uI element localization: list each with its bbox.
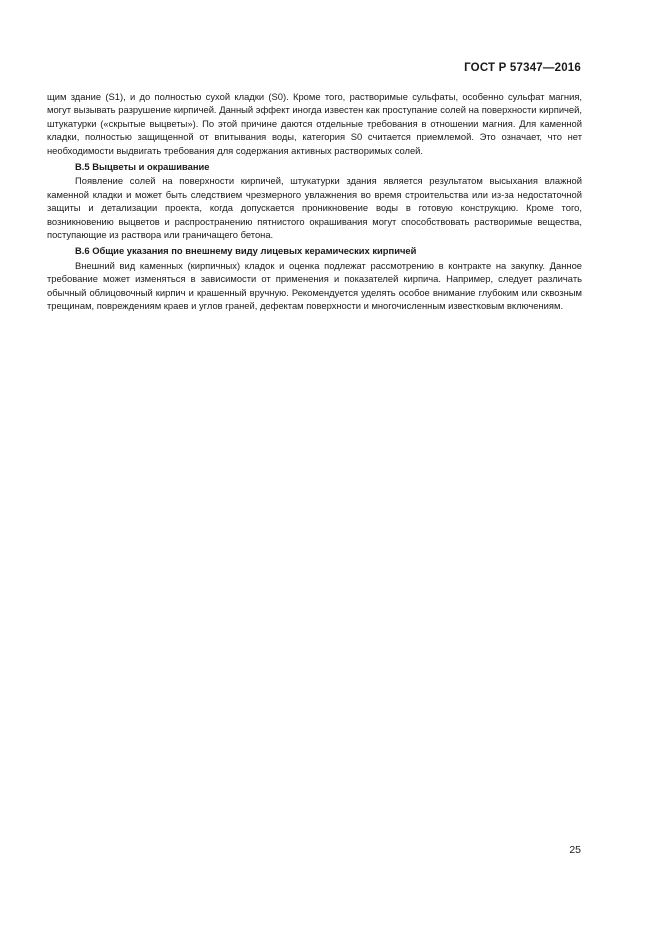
section-heading-b6: В.6 Общие указания по внешнему виду лицевых керамических кирпичей <box>75 245 417 257</box>
page-number: 25 <box>569 844 581 856</box>
paragraph-b6: Внешний вид каменных (кирпичных) кладок и оценка подлежат рассмотрению в контракте на закупку. Данное требование может изменяться в зависимости от применения и показателей кирпича. Например, следует различать обычный облицовочный кирпич и крашенный вручную. Рекомендуется уделять особое внимание глубоким или сквозным трещинам, повреждениям краев и углов граней, дефектам поверхности и многочисленным известковым включениям. <box>47 259 582 312</box>
paragraph-b5: Появление солей на поверхности кирпичей, штукатурки здания является результатом высыхания влажной каменной кладки и может быть следствием чрезмерного увлажнения во время строительства или из-за недостаточной защиты и детализации проекта, когда допускается проникновение воды в готовую конструкцию. Кроме того, возникновению выцветов и распространению пятнистого окрашивания могут способствовать растворимые вещества, поступающие из раствора или граничащего бетона. <box>47 175 582 241</box>
document-body <box>47 90 582 313</box>
paragraph-continuation: щим здание (S1), и до полностью сухой кладки (S0). Кроме того, растворимые сульфаты, особенно сульфат магния, могут вызывать разрушение кирпичей. Данный эффект иногда известен как проступание солей на поверхности кирпичей, штукатурки («скрытые выцветы»). По этой причине даются отдельные требования в отношении магния. Для каменной кладки, полностью защищенной от впитывания воды, категория S0 считается приемлемой. Это означает, что нет необходимости выдвигать требования для содержания активных растворимых солей. <box>47 91 582 156</box>
section-heading-b5: В.5 Выцветы и окрашивание <box>75 161 210 173</box>
document-code: ГОСТ Р 57347—2016 <box>464 62 581 74</box>
